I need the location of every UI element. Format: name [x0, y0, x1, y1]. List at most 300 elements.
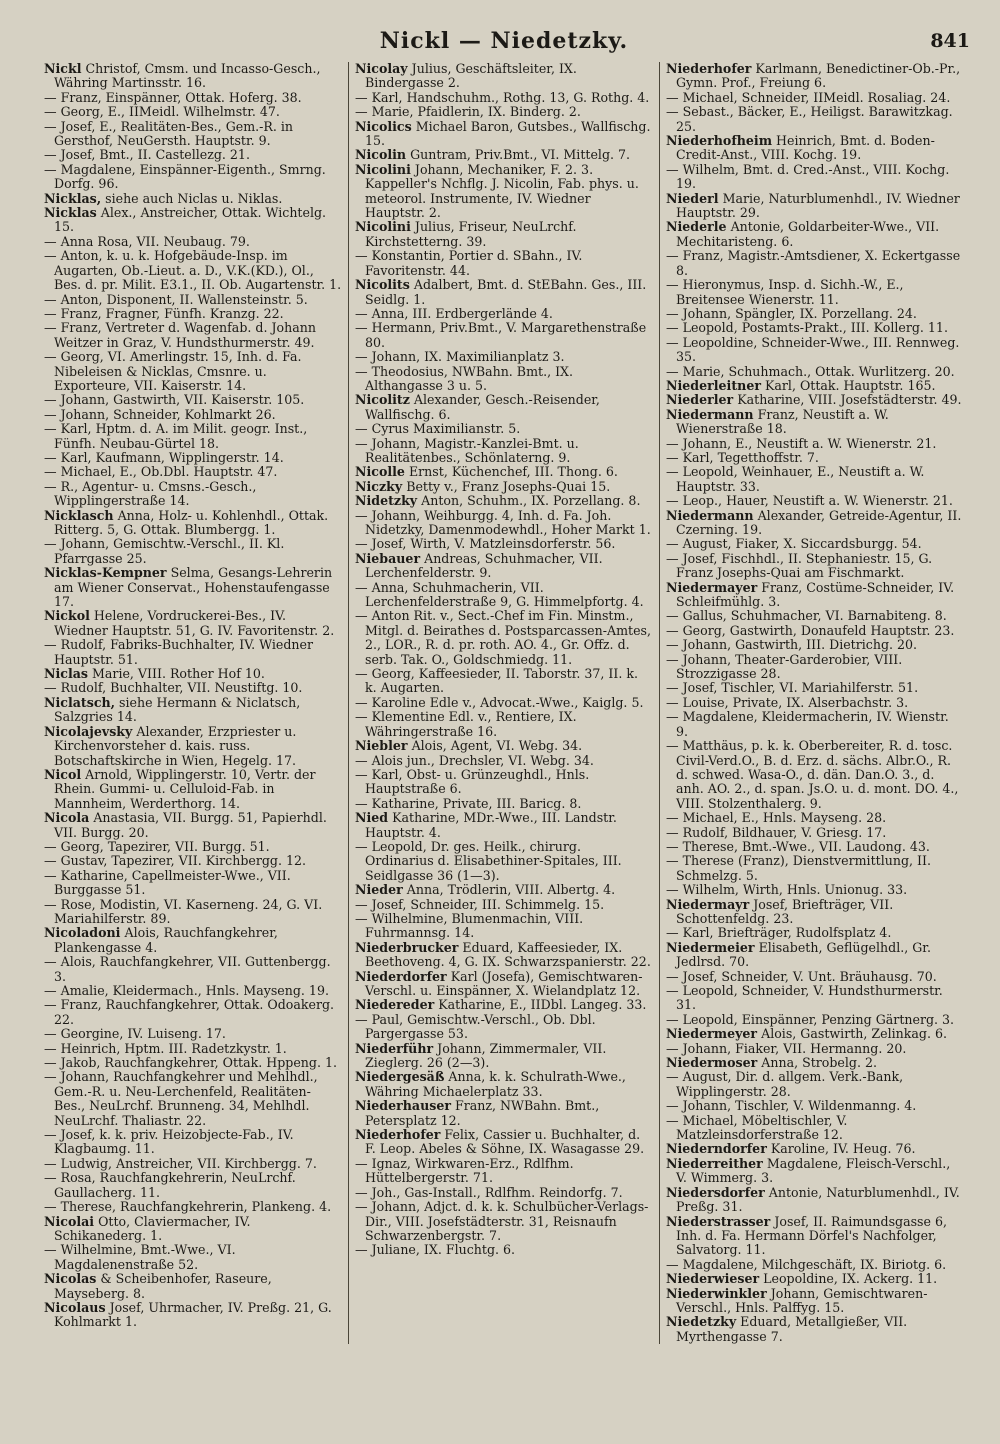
entry-details: — August, Dir. d. allgem. Verk.-Bank, Wipplingerstr. 28.: [666, 1069, 904, 1099]
directory-entry: [666, 393, 964, 407]
directory-entry: [355, 365, 653, 394]
directory-entry: [666, 941, 964, 970]
entry-surname: Nicolas: [44, 1271, 97, 1287]
entry-details: Josef, II. Raimundsgasse 6, Inh. d. Fa. Hermann Dörfel's Nachfolger, Salvatorg. 11.: [676, 1213, 947, 1258]
directory-entry: [44, 898, 342, 927]
entry-surname: Nicklasch: [44, 507, 114, 523]
entry-details: Leopoldine, IX. Ackerg. 11.: [763, 1271, 938, 1287]
entry-surname: Niederwinkler: [666, 1285, 767, 1301]
entry-details: Ernst, Küchenchef, III. Thong. 6.: [408, 464, 618, 480]
directory-entry: [44, 206, 342, 235]
directory-entry: [44, 1042, 342, 1056]
directory-entry: [666, 1013, 964, 1027]
entry-surname: Nicolaus: [44, 1299, 106, 1315]
entry-details: — Wilhelmine, Blumenmachin, VIII. Fuhrmannsg. 14.: [355, 910, 584, 941]
directory-entry: [355, 883, 653, 897]
directory-entry: [44, 725, 342, 768]
entry-surname: Niedetzky: [666, 1314, 737, 1330]
entry-surname: Nicolini: [355, 161, 411, 177]
directory-entry: [666, 336, 964, 365]
directory-entry: [355, 393, 653, 422]
entry-details: Andreas, Schuhmacher, VII. Lerchenfelderstr. 9.: [365, 550, 603, 581]
directory-entry: [355, 509, 653, 538]
entry-details: — Rudolf, Buchhalter, VII. Neustiftg. 10.: [44, 680, 303, 696]
entry-details: Guntram, Priv.Bmt., VI. Mittelg. 7.: [410, 147, 631, 163]
directory-entry: [355, 710, 653, 739]
directory-entry: [355, 754, 653, 768]
directory-entry: [44, 120, 342, 149]
directory-entry: [666, 220, 964, 249]
entry-details: Elisabeth, Geflügelhdl., Gr. Jedlrsd. 70.: [676, 939, 931, 970]
entry-surname: Niedergesäß: [355, 1069, 445, 1085]
entry-details: — Magdalene, Milchgeschäft, IX. Biriotg. 6.: [666, 1256, 947, 1272]
directory-entry: [355, 667, 653, 696]
directory-entry: [355, 105, 653, 119]
directory-entry: [44, 869, 342, 898]
directory-entry: [355, 120, 653, 149]
entry-details: — Karl, Kaufmann, Wipplingerstr. 14.: [44, 449, 284, 465]
directory-entry: [44, 566, 342, 609]
entry-details: Karlmann, Benedictiner-Ob.-Pr., Gymn. Prof., Freiung 6.: [676, 61, 961, 91]
entry-surname: Niczky: [355, 478, 403, 494]
entry-surname: Niedermayer: [666, 579, 758, 595]
entry-details: — Cyrus Maximilianstr. 5.: [355, 421, 521, 437]
entry-details: Alexander, Getreide-Agentur, II. Czerning. 19.: [676, 507, 962, 537]
entry-details: — Johann, E., Neustift a. W. Wienerstr. 21.: [666, 435, 937, 451]
directory-entry: [666, 811, 964, 825]
directory-entry: [355, 1157, 653, 1186]
directory-entry: [355, 220, 653, 249]
entry-details: — Josef, Fischhdl., II. Stephaniestr. 15, G. Franz Josephs-Quai am Fischmarkt.: [666, 550, 933, 581]
entry-details: — Karl, Tegetthoffstr. 7.: [666, 449, 819, 465]
column-2: [348, 62, 659, 1344]
entry-details: — Johann, Theater-Garderobier, VIII. Strozzigasse 28.: [666, 651, 903, 682]
entry-details: — Johann, Adjct. d. k. k. Schulbücher-Verlags-Dir., VIII. Josefstädterstr. 31, Reisnaufn Schwarzenbergstr. 7.: [355, 1199, 649, 1243]
directory-entry: [666, 105, 964, 134]
entry-details: — Katharine, Private, III. Baricg. 8.: [355, 795, 582, 811]
entry-details: Christof, Cmsm. und Incasso-Gesch., Währing Martinsstr. 16.: [54, 61, 321, 91]
directory-entry: [355, 422, 653, 436]
entry-details: — Michael, E., Ob.Dbl. Hauptstr. 47.: [44, 464, 278, 480]
entry-details: Anna, Strobelg. 2.: [761, 1055, 877, 1071]
directory-entry: [666, 1258, 964, 1272]
entry-details: — Franz, Magistr.-Amtsdiener, X. Eckertgasse 8.: [666, 248, 961, 278]
entry-surname: Nicklas: [44, 205, 97, 221]
directory-entry: [355, 768, 653, 797]
entry-surname: Niedermeyer: [666, 1026, 758, 1042]
directory-entry: [44, 1243, 342, 1272]
directory-entry: [44, 62, 342, 91]
entry-details: Anna, Holz- u. Kohlenhdl., Ottak. Ritterg. 5, G. Ottak. Blumbergg. 1.: [54, 507, 329, 537]
entry-details: — Karl, Obst- u. Grünzeughdl., Hnls. Hauptstraße 6.: [355, 766, 590, 797]
directory-entry: [355, 797, 653, 811]
entry-surname: Nidetzky: [355, 493, 418, 509]
entry-details: — Leop., Hauer, Neustift a. W. Wienerstr. 21.: [666, 493, 953, 509]
directory-entry: [666, 624, 964, 638]
directory-entry: [666, 1142, 964, 1156]
directory-entry: [44, 1200, 342, 1214]
directory-entry: [44, 1215, 342, 1244]
entry-details: Alexander, Erzpriester u. Kirchenvorsteher d. kais. russ. Botschaftskirche in Wien, Hegelg. 17.: [54, 723, 297, 768]
directory-entry: [355, 249, 653, 278]
entry-details: — Georg, Kaffeesieder, II. Taborstr. 37, II. k. k. Augarten.: [355, 666, 638, 696]
entry-surname: Niederwieser: [666, 1271, 760, 1287]
entry-surname: Niclas: [44, 666, 88, 682]
entry-surname: Nicolai: [44, 1213, 95, 1229]
directory-entry: [666, 552, 964, 581]
directory-entry: [355, 437, 653, 466]
entry-details: — Klementine Edl. v., Rentiere, IX. Währingerstraße 16.: [355, 709, 577, 739]
entry-details: Josef, Uhrmacher, IV. Preßg. 21, G. Kohlmarkt 1.: [54, 1299, 332, 1330]
directory-entry: [44, 1171, 342, 1200]
directory-entry: [355, 1200, 653, 1243]
directory-entry: [666, 537, 964, 551]
directory-entry: [44, 350, 342, 393]
directory-entry: [666, 1070, 964, 1099]
directory-entry: [355, 350, 653, 364]
entry-details: — Magdalene, Einspänner-Eigenth., Smrng. Dorfg. 96.: [44, 161, 326, 192]
entry-details: — Franz, Fragner, Fünfh. Kranzg. 22.: [44, 305, 284, 321]
entry-surname: Nicolajevsky: [44, 723, 133, 739]
directory-entry: [44, 321, 342, 350]
directory-entry: [355, 1099, 653, 1128]
entry-details: — Amalie, Kleidermach., Hnls. Mayseng. 19.: [44, 983, 329, 998]
column-1: [38, 62, 348, 1344]
entry-details: Antonie, Goldarbeiter-Wwe., VII. Mechitaristeng. 6.: [676, 219, 940, 249]
directory-entry: [666, 509, 964, 538]
entry-surname: Niederleitner: [666, 377, 761, 393]
entry-surname: Niederhofer: [355, 1127, 441, 1143]
directory-entry: [44, 91, 342, 105]
directory-entry: [355, 148, 653, 162]
directory-entry: [355, 998, 653, 1012]
entry-details: siehe auch Niclas u. Niklas.: [105, 190, 283, 206]
directory-entry: [666, 278, 964, 307]
directory-entry: [666, 984, 964, 1013]
directory-entry: [44, 811, 342, 840]
entry-details: — Josef, Schneider, III. Schimmelg. 15.: [355, 896, 605, 912]
directory-entry: [666, 134, 964, 163]
directory-entry: [355, 912, 653, 941]
entry-details: — Ludwig, Anstreicher, VII. Kirchbergg. 7.: [44, 1155, 317, 1171]
entry-details: — Alois jun., Drechsler, VI. Webg. 34.: [355, 752, 594, 768]
directory-entry: [44, 480, 342, 509]
columns: [38, 62, 970, 1344]
entry-details: — Johann, Gemischtw.-Verschl., II. Kl. Pfarrgasse 25.: [44, 536, 285, 566]
directory-entry: [666, 437, 964, 451]
entry-details: — Paul, Gemischtw.-Verschl., Ob. Dbl. Pargergasse 53.: [355, 1011, 596, 1042]
entry-surname: Nicolay: [355, 61, 408, 76]
entry-details: — Johann, Spängler, IX. Porzellang. 24.: [666, 305, 917, 321]
entry-details: — Josef, Schneider, V. Unt. Bräuhausg. 70.: [666, 968, 937, 984]
directory-entry: [355, 480, 653, 494]
entry-details: Eduard, Metallgießer, VII. Myrthengasse 7.: [676, 1314, 908, 1344]
entry-details: Karoline, IV. Heug. 76.: [770, 1141, 916, 1157]
entry-details: Katharine, VIII. Josefstädterstr. 49.: [737, 392, 962, 408]
entry-surname: Niederreither: [666, 1155, 763, 1171]
directory-entry: [44, 667, 342, 681]
directory-entry: [44, 509, 342, 538]
entry-details: — Anna, Schuhmacherin, VII. Lerchenfelderstraße 9, G. Himmelpfortg. 4.: [355, 579, 644, 610]
entry-details: — Alois, Rauchfangkehrer, VII. Guttenbergg. 3.: [44, 954, 331, 984]
directory-entry: [44, 1301, 342, 1330]
entry-surname: Niedereder: [355, 997, 435, 1013]
directory-entry: [666, 826, 964, 840]
entry-details: Alois, Agent, VI. Webg. 34.: [411, 738, 583, 754]
entry-details: — Johann, Gastwirth, III. Dietrichg. 20.: [666, 637, 918, 653]
directory-entry: [44, 638, 342, 667]
entry-details: — Marie, Pfaidlerin, IX. Binderg. 2.: [355, 104, 581, 120]
entry-details: Marie, VIII. Rother Hof 10.: [92, 666, 265, 682]
entry-details: — Therese, Rauchfangkehrerin, Plankeng. 4.: [44, 1199, 332, 1215]
entry-surname: Nied: [355, 810, 389, 826]
directory-entry: [666, 1042, 964, 1056]
entry-surname: Niederler: [666, 392, 734, 408]
entry-details: — Leopold, Schneider, V. Hundsthurmerstr. 31.: [666, 983, 943, 1013]
entry-details: — Michael, Schneider, IIMeidl. Rosaliag. 24.: [666, 89, 951, 105]
directory-entry: [44, 422, 342, 451]
entry-surname: Nicola: [44, 810, 90, 826]
entry-surname: Niedermann: [666, 406, 754, 422]
entry-details: — Anton, k. u. k. Hofgebäude-Insp. im Augarten, Ob.-Lieut. a. D., V.K.(KD.), Ol., Bes. d. pr. Milit. E3.1., II. Ob. Augartenstr. 1.: [44, 248, 342, 293]
directory-entry: [44, 307, 342, 321]
directory-entry: [44, 955, 342, 984]
entry-details: — Josef, Wirth, V. Matzleinsdorferstr. 56.: [355, 536, 616, 552]
entry-details: Anastasia, VII. Burgg. 51, Papierhdl. VII. Burgg. 20.: [54, 810, 327, 840]
entry-surname: Nicklas-Kempner: [44, 565, 167, 581]
directory-entry: [44, 148, 342, 162]
entry-surname: Niebauer: [355, 550, 421, 566]
entry-details: — R., Agentur- u. Cmsns.-Gesch., Wipplingerstraße 14.: [44, 478, 257, 509]
entry-surname: Nicolics: [355, 118, 412, 134]
entry-details: — Johann, IX. Maximilianplatz 3.: [355, 349, 565, 365]
entry-details: — Josef, Bmt., II. Castellezg. 21.: [44, 147, 250, 163]
directory-entry: [666, 307, 964, 321]
directory-entry: [355, 552, 653, 581]
entry-details: — Franz, Rauchfangkehrer, Ottak. Odoakerg. 22.: [44, 997, 335, 1027]
directory-entry: [355, 739, 653, 753]
entry-details: — Franz, Vertreter d. Wagenfab. d. Johann Weitzer in Graz, V. Hundsthurmerstr. 49.: [44, 320, 316, 350]
entry-details: — Therese (Franz), Dienstvermittlung, II. Schmelzg. 5.: [666, 853, 931, 883]
entry-details: — Gustav, Tapezirer, VII. Kirchbergg. 12.: [44, 853, 307, 869]
entry-details: — Franz, Einspänner, Ottak. Hoferg. 38.: [44, 89, 302, 105]
directory-entry: [44, 249, 342, 292]
entry-details: — Rose, Modistin, VI. Kaserneng. 24, G. VI. Mariahilferstr. 89.: [44, 896, 323, 926]
entry-details: — Magdalene, Kleidermacherin, IV. Wienstr. 9.: [666, 709, 949, 739]
directory-entry: [355, 278, 653, 307]
entry-details: — Georg, Tapezirer, VII. Burgg. 51.: [44, 838, 270, 854]
directory-entry: [44, 1272, 342, 1301]
directory-entry: [666, 1099, 964, 1113]
directory-entry: [355, 581, 653, 610]
entry-details: — Johann, Fiaker, VII. Hermanng. 20.: [666, 1040, 907, 1056]
entry-details: — Johann, Tischler, V. Wildenmanng. 4.: [666, 1098, 917, 1114]
entry-details: Arnold, Wipplingerstr. 10, Vertr. der Rhein. Gummi- u. Celluloid-Fab. in Mannheim, Werderthorg. 14.: [54, 766, 316, 811]
entry-details: — Rosa, Rauchfangkehrerin, NeuLrchf. Gaullacherg. 11.: [44, 1170, 296, 1200]
directory-entry: [44, 1128, 342, 1157]
entry-details: — Anton Rit. v., Sect.-Chef im Fin. Minstm., Mitgl. d. Beirathes d. Postsparcassen-Amtes, 2., LOR., R. d. pr. roth. AO. 4., Gr. Offz. d. serb. Tak. O., Goldschmiedg. 11.: [355, 608, 652, 667]
directory-entry: [666, 926, 964, 940]
entry-surname: Nieder: [355, 882, 403, 898]
entry-details: Marie, Naturblumenhdl., IV. Wiedner Hauptstr. 29.: [676, 190, 960, 221]
directory-entry: [355, 91, 653, 105]
directory-entry: [44, 998, 342, 1027]
entry-details: Selma, Gesangs-Lehrerin am Wiener Conservat., Hohenstaufengasse 17.: [54, 565, 333, 610]
directory-entry: [355, 609, 653, 667]
entry-details: — Theodosius, NWBahn. Bmt., IX. Althangasse 3 u. 5.: [355, 363, 574, 393]
directory-entry: [44, 451, 342, 465]
entry-details: & Scheibenhofer, Raseure, Mayseberg. 8.: [54, 1271, 272, 1301]
directory-entry: [666, 1157, 964, 1186]
directory-entry: [44, 696, 342, 725]
entry-surname: Nicolitz: [355, 392, 410, 408]
directory-entry: [44, 768, 342, 811]
directory-entry: [355, 1013, 653, 1042]
entry-details: Felix, Cassier u. Buchhalter, d. F. Leop. Abeles & Söhne, IX. Wasagasse 29.: [365, 1127, 645, 1157]
entry-details: — Georg, Gastwirth, Donaufeld Hauptstr. 23.: [666, 622, 955, 638]
directory-entry: [666, 62, 964, 91]
entry-details: — Leopold, Weinhauer, E., Neustift a. W. Hauptstr. 33.: [666, 464, 925, 494]
directory-entry: [666, 1114, 964, 1143]
page-number: 841: [930, 30, 970, 52]
entry-details: — Georgine, IV. Luiseng. 17.: [44, 1026, 226, 1042]
entry-surname: Nicolits: [355, 277, 410, 293]
entry-details: Michael Baron, Gutsbes., Wallfischg. 15.: [365, 118, 651, 149]
entry-details: — Georg, E., IIMeidl. Wilhelmstr. 47.: [44, 104, 280, 120]
entry-details: — Johann, Gastwirth, VII. Kaiserstr. 105.: [44, 392, 305, 408]
entry-details: — Katharine, Capellmeister-Wwe., VII. Burggasse 51.: [44, 867, 291, 898]
entry-details: — August, Fiaker, X. Siccardsburgg. 54.: [666, 536, 922, 552]
entry-details: — Johann, Weihburgg. 4, Inh. d. Fa. Joh. Nidetzky, Damenmodewhdl., Hoher Markt 1.: [355, 507, 651, 537]
entry-details: — Georg, VI. Amerlingstr. 15, Inh. d. Fa. Nibeleisen & Nicklas, Cmsnre. u. Exporteure, VII. Kaiserstr. 14.: [44, 349, 302, 393]
directory-entry: [44, 840, 342, 854]
directory-entry: [44, 609, 342, 638]
entry-details: Heinrich, Bmt. d. Boden-Credit-Anst., VIII. Kochg. 19.: [676, 133, 935, 163]
entry-details: — Josef, k. k. priv. Heizobjecte-Fab., IV. Klagbaumg. 11.: [44, 1127, 294, 1157]
entry-details: siehe Hermann & Niclatsch, Salzgries 14.: [54, 694, 301, 725]
directory-entry: [355, 307, 653, 321]
directory-entry: [666, 581, 964, 610]
directory-entry: [666, 465, 964, 494]
entry-details: Alexander, Gesch.-Reisender, Wallfischg. 6.: [365, 392, 600, 422]
directory-entry: [666, 192, 964, 221]
entry-surname: Nicoladoni: [44, 925, 121, 941]
entry-details: — Matthäus, p. k. k. Oberbereiter, R. d. tosc. Civil-Verd.O., B. d. Erz. d. sächs. Albr.O., R. d. schwed. Wasa-O., d. dän. Dan.O. 3., d. anh. AO. 2., d. span. Js.O. u. d. mont. DO. 4., VIII. Stolzenthalerg. 9.: [666, 738, 959, 811]
entry-details: — Michael, E., Hnls. Mayseng. 28.: [666, 810, 887, 826]
entry-surname: Niederhofer: [666, 61, 752, 76]
entry-details: — Juliane, IX. Fluchtg. 6.: [355, 1242, 516, 1258]
page-header: [38, 28, 970, 58]
directory-entry: [44, 293, 342, 307]
entry-details: — Marie, Schuhmach., Ottak. Wurlitzerg. 20.: [666, 363, 955, 379]
directory-entry: [666, 321, 964, 335]
entry-surname: Niebler: [355, 738, 408, 754]
entry-details: — Johann, Magistr.-Kanzlei-Bmt. u. Realitätenbes., Schönlaterng. 9.: [355, 435, 579, 465]
directory-entry: [355, 163, 653, 221]
entry-surname: Niederhofheim: [666, 133, 773, 149]
entry-details: — Heinrich, Hptm. III. Radetzkystr. 1.: [44, 1040, 287, 1056]
entry-surname: Niederstrasser: [666, 1213, 771, 1229]
directory-entry: [355, 970, 653, 999]
directory-entry: [355, 1243, 653, 1257]
entry-details: — Anna Rosa, VII. Neubaug. 79.: [44, 233, 250, 249]
directory-entry: [355, 1042, 653, 1071]
directory-entry: [355, 62, 653, 91]
directory-entry: [355, 696, 653, 710]
entry-details: — Wilhelm, Wirth, Hnls. Unionug. 33.: [666, 882, 908, 898]
directory-entry: [355, 321, 653, 350]
directory-entry: [355, 537, 653, 551]
entry-surname: Nicklas,: [44, 190, 102, 206]
entry-details: — Louise, Private, IX. Alserbachstr. 3.: [666, 694, 909, 710]
directory-entry: [666, 710, 964, 739]
entry-details: — Karl, Handschuhm., Rothg. 13, G. Rothg. 4.: [355, 89, 650, 105]
directory-entry: [355, 840, 653, 883]
directory-entry: [666, 681, 964, 695]
entry-details: — Hermann, Priv.Bmt., V. Margarethenstraße 80.: [355, 320, 647, 350]
entry-surname: Nicolin: [355, 147, 407, 163]
entry-details: Franz, NWBahn. Bmt., Petersplatz 12.: [365, 1098, 600, 1128]
entry-details: — Leopold, Einspänner, Penzing Gärtnerg. 3.: [666, 1011, 955, 1027]
entry-details: Julius, Geschäftsleiter, IX. Bindergasse 2.: [365, 61, 577, 91]
entry-details: Karl (Josefa), Gemischtwaren-Verschl. u. Einspänner, X. Wielandplatz 12.: [365, 968, 643, 998]
directory-entry: [44, 854, 342, 868]
entry-details: — Leopoldine, Schneider-Wwe., III. Rennweg. 35.: [666, 334, 960, 365]
entry-details: — Gallus, Schuhmacher, VI. Barnabiteng. 8.: [666, 608, 947, 624]
directory-entry: [44, 163, 342, 192]
directory-entry: [666, 91, 964, 105]
directory-entry: [44, 1157, 342, 1171]
directory-entry: [666, 365, 964, 379]
entry-details: Alex., Anstreicher, Ottak. Wichtelg. 15.: [54, 205, 327, 235]
entry-details: Johann, Gemischtwaren-Verschl., Hnls. Palffyg. 15.: [676, 1285, 928, 1315]
entry-details: — Jakob, Rauchfangkehrer, Ottak. Hppeng. 1.: [44, 1055, 337, 1071]
directory-entry: [666, 638, 964, 652]
entry-details: Katharine, MDr.-Wwe., III. Landstr. Hauptstr. 4.: [365, 810, 617, 840]
directory-entry: [666, 739, 964, 811]
directory-entry: [44, 984, 342, 998]
entry-surname: Niederl: [666, 190, 719, 206]
entry-details: — Joh., Gas-Install., Rdlfhm. Reindorfg. 7.: [355, 1184, 623, 1200]
entry-surname: Niedersdorfer: [666, 1184, 765, 1200]
entry-details: Johann, Mechaniker, F. 2. 3. Kappeller's Nchflg. J. Nicolin, Fab. phys. u. meteorol. Instrumente, IV. Wiedner Hauptstr. 2.: [365, 161, 639, 221]
entry-surname: Nickl: [44, 61, 82, 76]
entry-details: — Hieronymus, Insp. d. Sichh.-W., E., Breitensee Wienerstr. 11.: [666, 277, 904, 307]
entry-details: Franz, Costüme-Schneider, IV. Schleifmühlg. 3.: [676, 579, 955, 610]
entry-details: — Karl, Hptm. d. A. im Milit. geogr. Inst., Fünfh. Neubau-Gürtel 18.: [44, 421, 308, 451]
entry-details: Otto, Claviermacher, IV. Schikanederg. 1.: [54, 1213, 251, 1243]
entry-details: Magdalene, Fleisch-Verschl., V. Wimmerg. 3.: [676, 1155, 951, 1186]
directory-entry: [666, 379, 964, 393]
entry-details: Franz, Neustift a. W. Wienerstraße 18.: [676, 406, 889, 437]
entry-details: — Josef, Tischler, VI. Mariahilferstr. 51.: [666, 680, 919, 696]
entry-details: Karl, Ottak. Hauptstr. 165.: [764, 377, 936, 393]
entry-details: — Karoline Edle v., Advocat.-Wwe., Kaiglg. 5.: [355, 694, 644, 710]
entry-details: — Rudolf, Bildhauer, V. Griesg. 17.: [666, 824, 887, 840]
directory-entry: [355, 494, 653, 508]
entry-details: Julius, Friseur, NeuLrchf. Kirchstetterng. 39.: [365, 219, 577, 249]
directory-entry: [44, 1027, 342, 1041]
running-title: Nickl — Niedetzky.: [379, 28, 629, 54]
entry-details: — Johann, Rauchfangkehrer und Mehlhdl., Gem.-R. u. Neu-Lerchenfeld, Realitäten-Bes., NeuLrchf. Brunneng. 34, Mehlhdl. NeuLrchf. Thaliastr. 22.: [44, 1069, 318, 1128]
entry-details: Alois, Gastwirth, Zelinkag. 6.: [761, 1026, 947, 1042]
entry-details: — Konstantin, Portier d. SBahn., IV. Favoritenstr. 44.: [355, 248, 583, 278]
directory-entry: [666, 1215, 964, 1258]
directory-entry: [44, 537, 342, 566]
entry-surname: Niederndorfer: [666, 1141, 767, 1157]
entry-surname: Niederbrucker: [355, 939, 459, 955]
directory-entry: [666, 494, 964, 508]
